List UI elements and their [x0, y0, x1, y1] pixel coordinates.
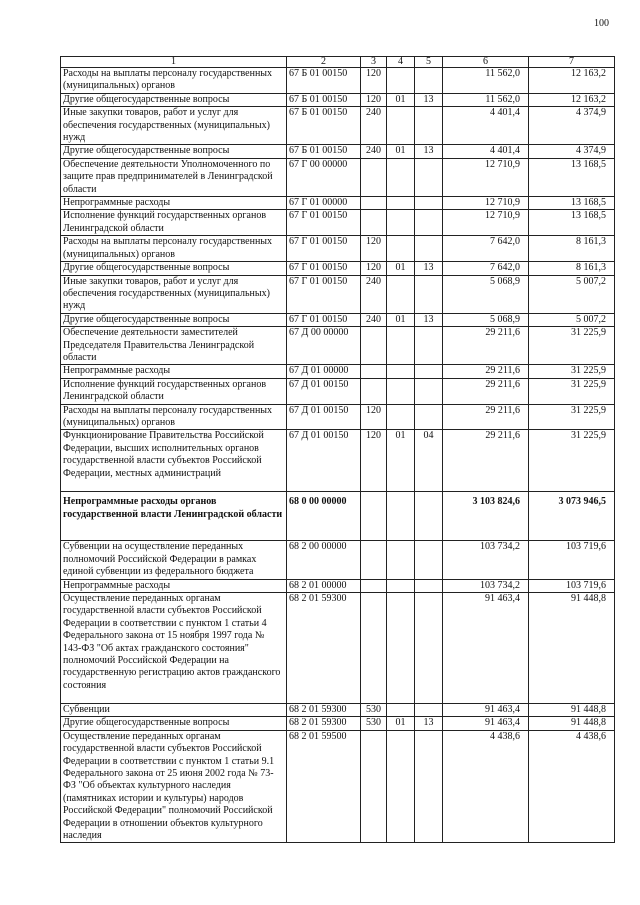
table-row	[61, 404, 615, 430]
table-row	[61, 365, 615, 378]
row-pr	[415, 378, 443, 404]
table-row	[61, 210, 615, 236]
row-sum-2: 103 719,6	[529, 579, 615, 592]
row-sum-1: 91 463,4	[443, 704, 529, 717]
row-sum-1: 91 463,4	[443, 717, 529, 730]
row-code: 67 Д 00 00000	[287, 327, 361, 365]
row-rz	[387, 327, 415, 365]
row-vr	[361, 327, 387, 365]
row-sum-2: 4 374,9	[529, 145, 615, 158]
row-code: 67 Б 01 00150	[287, 93, 361, 106]
row-name: Обеспечение деятельности Уполномоченного по защите прав предпринимателей в Ленинградской области	[61, 158, 287, 196]
row-vr: 120	[361, 236, 387, 262]
row-sum-1: 29 211,6	[443, 365, 529, 378]
table-row	[61, 730, 615, 843]
row-vr: 120	[361, 93, 387, 106]
row-code: 67 Д 01 00150	[287, 430, 361, 492]
row-vr	[361, 197, 387, 210]
row-sum-2: 8 161,3	[529, 236, 615, 262]
row-pr: 13	[415, 145, 443, 158]
header-col-7: 7	[529, 57, 615, 68]
row-sum-1: 4 401,4	[443, 145, 529, 158]
row-pr	[415, 107, 443, 145]
row-vr	[361, 158, 387, 196]
row-name: Другие общегосударственные вопросы	[61, 93, 287, 106]
row-rz	[387, 541, 415, 579]
table-row	[61, 541, 615, 579]
row-code: 68 2 00 00000	[287, 541, 361, 579]
row-name: Иные закупки товаров, работ и услуг для обеспечения государственных (муниципальных) нужд	[61, 107, 287, 145]
row-vr: 120	[361, 404, 387, 430]
row-sum-2: 91 448,8	[529, 593, 615, 704]
row-sum-2: 91 448,8	[529, 704, 615, 717]
row-pr	[415, 730, 443, 843]
row-rz	[387, 593, 415, 704]
row-vr: 240	[361, 107, 387, 145]
row-pr	[415, 541, 443, 579]
row-sum-1: 11 562,0	[443, 93, 529, 106]
table-row	[61, 93, 615, 106]
row-vr	[361, 593, 387, 704]
row-rz	[387, 158, 415, 196]
row-sum-1: 103 734,2	[443, 541, 529, 579]
table-row	[61, 717, 615, 730]
row-pr	[415, 68, 443, 94]
row-sum-2: 31 225,9	[529, 404, 615, 430]
row-code: 68 2 01 59300	[287, 593, 361, 704]
row-vr: 530	[361, 717, 387, 730]
row-name: Расходы на выплаты персоналу государственных (муниципальных) органов	[61, 404, 287, 430]
row-rz	[387, 275, 415, 313]
row-code: 67 Г 01 00150	[287, 313, 361, 326]
row-rz	[387, 107, 415, 145]
row-sum-1: 4 401,4	[443, 107, 529, 145]
row-code: 67 Д 01 00150	[287, 378, 361, 404]
row-name: Непрограммные расходы	[61, 365, 287, 378]
row-sum-1: 91 463,4	[443, 593, 529, 704]
table-row	[61, 579, 615, 592]
row-code: 67 Г 01 00150	[287, 236, 361, 262]
row-sum-2: 103 719,6	[529, 541, 615, 579]
table-row	[61, 492, 615, 541]
row-sum-1: 29 211,6	[443, 430, 529, 492]
table-row	[61, 430, 615, 492]
page-number: 100	[594, 18, 609, 29]
row-vr: 240	[361, 275, 387, 313]
row-pr	[415, 327, 443, 365]
row-sum-1: 7 642,0	[443, 236, 529, 262]
header-col-5: 5	[415, 57, 443, 68]
row-name: Непрограммные расходы	[61, 197, 287, 210]
row-vr: 240	[361, 313, 387, 326]
table-row	[61, 68, 615, 94]
row-vr	[361, 378, 387, 404]
row-code: 67 Д 01 00000	[287, 365, 361, 378]
header-col-4: 4	[387, 57, 415, 68]
row-pr	[415, 593, 443, 704]
row-rz	[387, 404, 415, 430]
row-name: Иные закупки товаров, работ и услуг для обеспечения государственных (муниципальных) нужд	[61, 275, 287, 313]
row-sum-2: 13 168,5	[529, 197, 615, 210]
row-sum-1: 12 710,9	[443, 158, 529, 196]
budget-table	[60, 56, 615, 843]
row-sum-2: 5 007,2	[529, 313, 615, 326]
row-rz: 01	[387, 717, 415, 730]
row-rz	[387, 492, 415, 541]
row-sum-2: 31 225,9	[529, 327, 615, 365]
row-vr	[361, 365, 387, 378]
row-name: Другие общегосударственные вопросы	[61, 717, 287, 730]
row-pr: 13	[415, 313, 443, 326]
row-rz: 01	[387, 313, 415, 326]
table-row	[61, 593, 615, 704]
row-vr: 120	[361, 262, 387, 275]
row-code: 68 0 00 00000	[287, 492, 361, 541]
row-sum-2: 12 163,2	[529, 93, 615, 106]
row-code: 67 Б 01 00150	[287, 107, 361, 145]
row-rz	[387, 378, 415, 404]
row-sum-2: 31 225,9	[529, 378, 615, 404]
row-vr	[361, 730, 387, 843]
row-name: Другие общегосударственные вопросы	[61, 313, 287, 326]
row-pr	[415, 404, 443, 430]
row-sum-1: 7 642,0	[443, 262, 529, 275]
row-code: 67 Г 01 00150	[287, 262, 361, 275]
header-col-3: 3	[361, 57, 387, 68]
row-name: Субвенции на осуществление переданных полномочий Российской Федерации в рамках единой субвенции из федерального бюджета	[61, 541, 287, 579]
row-rz	[387, 579, 415, 592]
row-pr	[415, 275, 443, 313]
row-vr	[361, 492, 387, 541]
row-sum-2: 5 007,2	[529, 275, 615, 313]
row-sum-1: 3 103 824,6	[443, 492, 529, 541]
table-row	[61, 704, 615, 717]
row-sum-1: 5 068,9	[443, 275, 529, 313]
row-sum-1: 29 211,6	[443, 327, 529, 365]
row-pr: 04	[415, 430, 443, 492]
row-pr	[415, 492, 443, 541]
row-name: Осуществление переданных органам государственной власти субъектов Российской Федерации в соответствии с пунктом 1 статьи 4 Федерального закона от 15 ноября 1997 года № 143-ФЗ "Об актах гражданского состояния" полномочий Российской Федерации на государственную регистрацию актов гражданского состояния	[61, 593, 287, 704]
row-sum-2: 91 448,8	[529, 717, 615, 730]
row-code: 68 2 01 59300	[287, 704, 361, 717]
header-col-6: 6	[443, 57, 529, 68]
row-pr	[415, 579, 443, 592]
table-row	[61, 327, 615, 365]
row-pr	[415, 236, 443, 262]
row-name: Непрограммные расходы органов государственной власти Ленинградской области	[61, 492, 287, 541]
row-rz: 01	[387, 262, 415, 275]
row-vr: 240	[361, 145, 387, 158]
row-pr: 13	[415, 717, 443, 730]
row-sum-1: 5 068,9	[443, 313, 529, 326]
row-sum-1: 103 734,2	[443, 579, 529, 592]
table-row	[61, 197, 615, 210]
row-pr	[415, 365, 443, 378]
row-name: Осуществление переданных органам государственной власти субъектов Российской Федерации в соответствии с пунктом 1 статьи 9.1 Федерального закона от 25 июня 2002 года № 73-ФЗ "Об объектах культурного наследия (памятниках истории и культуры) народов Российской Федерации" полномочий Российской Федерации в отношении объектов культурного наследия	[61, 730, 287, 843]
row-vr: 530	[361, 704, 387, 717]
header-col-2: 2	[287, 57, 361, 68]
row-vr	[361, 579, 387, 592]
table-row	[61, 378, 615, 404]
row-rz	[387, 197, 415, 210]
table-header-row	[61, 57, 615, 68]
row-code: 67 Б 01 00150	[287, 145, 361, 158]
row-code: 67 Г 01 00000	[287, 197, 361, 210]
row-code: 68 2 01 00000	[287, 579, 361, 592]
table-row	[61, 313, 615, 326]
row-sum-1: 11 562,0	[443, 68, 529, 94]
row-code: 67 Б 01 00150	[287, 68, 361, 94]
row-vr: 120	[361, 68, 387, 94]
row-sum-1: 4 438,6	[443, 730, 529, 843]
row-sum-2: 13 168,5	[529, 158, 615, 196]
row-rz: 01	[387, 145, 415, 158]
row-code: 68 2 01 59300	[287, 717, 361, 730]
row-pr	[415, 197, 443, 210]
row-code: 67 Г 01 00150	[287, 210, 361, 236]
row-rz: 01	[387, 93, 415, 106]
table-row	[61, 236, 615, 262]
row-rz	[387, 68, 415, 94]
row-rz	[387, 210, 415, 236]
row-name: Функционирование Правительства Российской Федерации, высших исполнительных органов государственной власти субъектов Российской Федерации, местных администраций	[61, 430, 287, 492]
row-sum-1: 29 211,6	[443, 404, 529, 430]
row-rz: 01	[387, 430, 415, 492]
row-code: 68 2 01 59500	[287, 730, 361, 843]
row-sum-2: 31 225,9	[529, 430, 615, 492]
table-row	[61, 107, 615, 145]
row-name: Расходы на выплаты персоналу государственных (муниципальных) органов	[61, 68, 287, 94]
table-row	[61, 275, 615, 313]
row-name: Исполнение функций государственных органов Ленинградской области	[61, 378, 287, 404]
row-vr	[361, 541, 387, 579]
row-pr	[415, 210, 443, 236]
row-sum-2: 4 374,9	[529, 107, 615, 145]
row-name: Обеспечение деятельности заместителей Председателя Правительства Ленинградской области	[61, 327, 287, 365]
row-name: Другие общегосударственные вопросы	[61, 145, 287, 158]
row-sum-1: 12 710,9	[443, 210, 529, 236]
row-pr: 13	[415, 93, 443, 106]
row-rz	[387, 730, 415, 843]
row-code: 67 Г 01 00150	[287, 275, 361, 313]
row-sum-2: 13 168,5	[529, 210, 615, 236]
row-name: Исполнение функций государственных органов Ленинградской области	[61, 210, 287, 236]
row-pr: 13	[415, 262, 443, 275]
row-vr: 120	[361, 430, 387, 492]
row-sum-2: 12 163,2	[529, 68, 615, 94]
row-rz	[387, 365, 415, 378]
row-sum-2: 8 161,3	[529, 262, 615, 275]
row-sum-2: 4 438,6	[529, 730, 615, 843]
row-name: Другие общегосударственные вопросы	[61, 262, 287, 275]
header-col-1: 1	[61, 57, 287, 68]
row-rz	[387, 236, 415, 262]
row-rz	[387, 704, 415, 717]
row-sum-2: 31 225,9	[529, 365, 615, 378]
row-sum-2: 3 073 946,5	[529, 492, 615, 541]
row-sum-1: 12 710,9	[443, 197, 529, 210]
row-name: Расходы на выплаты персоналу государственных (муниципальных) органов	[61, 236, 287, 262]
row-pr	[415, 704, 443, 717]
row-code: 67 Г 00 00000	[287, 158, 361, 196]
row-code: 67 Д 01 00150	[287, 404, 361, 430]
row-vr	[361, 210, 387, 236]
row-sum-1: 29 211,6	[443, 378, 529, 404]
table-row	[61, 158, 615, 196]
table-row	[61, 262, 615, 275]
row-name: Непрограммные расходы	[61, 579, 287, 592]
table-row	[61, 145, 615, 158]
row-pr	[415, 158, 443, 196]
row-name: Субвенции	[61, 704, 287, 717]
